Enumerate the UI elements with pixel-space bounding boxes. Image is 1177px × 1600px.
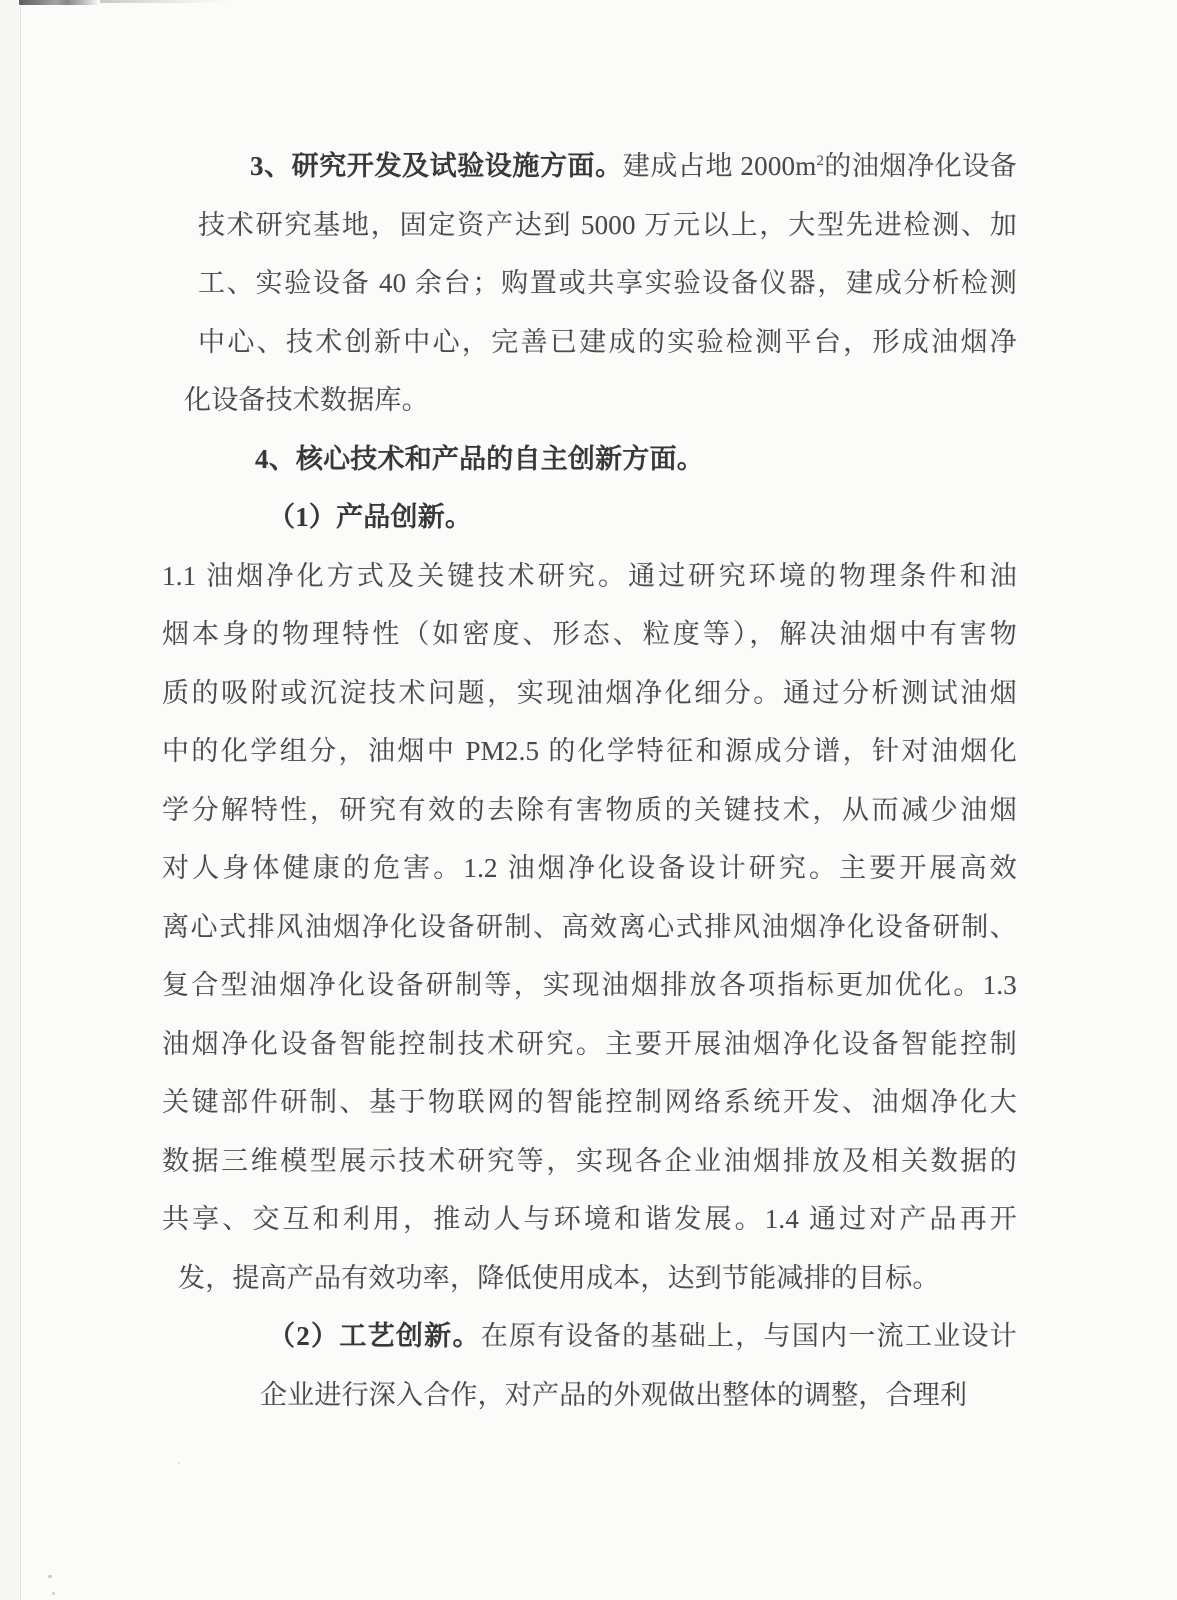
text-line: 发，提高产品有效功率，降低使用成本，达到节能减排的目标。 xyxy=(178,1262,940,1293)
text-line: 对人身体健康的危害。1.2 油烟净化设备设计研究。主要开展高效 xyxy=(162,853,1017,883)
text-line: 复合型油烟净化设备研制等，实现油烟排放各项指标更加优化。1.3 xyxy=(162,970,1017,1000)
text-line: 4、核心技术和产品的自主创新方面。 xyxy=(255,443,704,474)
text-line: （1）产品创新。 xyxy=(268,502,473,532)
text-line: 质的吸附或沉淀技术问题，实现油烟净化细分。通过分析测试油烟 xyxy=(162,677,1017,708)
text-line: （2）工艺创新。在原有设备的基础上，与国内一流工业设计 xyxy=(268,1321,1017,1351)
paragraph-product-innovation-body xyxy=(150,547,1017,1308)
scan-speck xyxy=(48,1575,52,1578)
text-line: 数据三维模型展示技术研究等，实现各企业油烟排放及相关数据的 xyxy=(162,1145,1017,1176)
scan-speck xyxy=(52,1592,55,1595)
text-line: 技术研究基地，固定资产达到 5000 万元以上，大型先进检测、加 xyxy=(198,209,1017,240)
paragraph-process-innovation xyxy=(150,1307,1017,1424)
text-line: 烟本身的物理特性（如密度、形态、粒度等），解决油烟中有害物 xyxy=(162,619,1017,649)
text-line: 3、研究开发及试验设施方面。建成占地 $2000m^2$的油烟净化设备 xyxy=(250,151,1017,181)
paragraph-product-innovation-heading xyxy=(150,488,1017,547)
text-line: 学分解特性，研究有效的去除有害物质的关键技术，从而减少油烟 xyxy=(162,794,1017,825)
text-line: 关键部件研制、基于物联网的智能控制网络系统开发、油烟净化大 xyxy=(162,1087,1017,1117)
text-line: 离心式排风油烟净化设备研制、高效离心式排风油烟净化设备研制、 xyxy=(162,911,1017,942)
text-line: 中的化学组分，油烟中 PM2.5 的化学特征和源成分谱，针对油烟化 xyxy=(162,736,1017,766)
text-line: 企业进行深入合作，对产品的外观做出整体的调整，合理利 xyxy=(260,1379,968,1410)
text-line: 工、实验设备 40 余台；购置或共享实验设备仪器，建成分析检测 xyxy=(198,268,1017,298)
text-line: 化设备技术数据库。 xyxy=(184,385,429,415)
text-line: 油烟净化设备智能控制技术研究。主要开展油烟净化设备智能控制 xyxy=(162,1028,1017,1059)
scan-speck xyxy=(178,1462,180,1464)
paragraph-research-facilities xyxy=(150,137,1017,430)
paragraph-core-tech-heading xyxy=(150,430,1017,489)
text-line: 中心、技术创新中心，完善已建成的实验检测平台，形成油烟净 xyxy=(198,326,1017,357)
text-line: 共享、交互和利用，推动人与环境和谐发展。1.4 通过对产品再开 xyxy=(162,1204,1017,1234)
text-line: 1.1 油烟净化方式及关键技术研究。通过研究环境的物理条件和油 xyxy=(162,560,1017,591)
